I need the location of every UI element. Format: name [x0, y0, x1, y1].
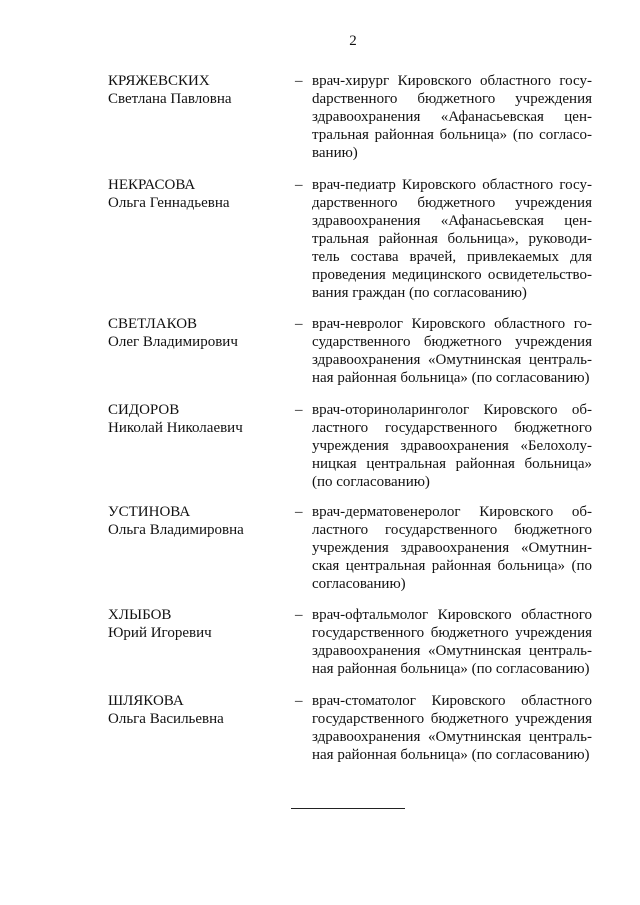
member-given-names: Ольга Васильевна	[108, 711, 224, 727]
member-given-names: Ольга Владимировна	[108, 522, 244, 538]
member-position: врач-педиатр Кировского областного государственного бюджетного учреждения здравоохранения «Афанасьевская центральная районная больница», руководитель состава врачей, привлекаемых для проведения медицинского освидетельствования граждан (по согласованию)	[312, 177, 592, 301]
member-surname: УСТИНОВА	[108, 504, 191, 520]
member-position: врач-невролог Кировского областного государственного бюджетного учреждения здравоохранения «Омутнинская центральная районная больница» (по согласованию)	[312, 316, 592, 386]
member-surname: СИДОРОВ	[108, 402, 180, 418]
member-surname: КРЯЖЕВСКИХ	[108, 73, 210, 89]
member-surname: ХЛЫБОВ	[108, 607, 172, 623]
dash-separator: –	[295, 607, 303, 623]
dash-separator: –	[295, 177, 303, 193]
member-given-names: Юрий Игоревич	[108, 625, 212, 641]
dash-separator: –	[295, 402, 303, 418]
member-position: врач-оториноларинголог Кировского областного государственного бюджетного учреждения здравоохранения «Белохолуницкая центральная районная больница» (по согласованию)	[312, 402, 592, 490]
member-surname: ШЛЯКОВА	[108, 693, 184, 709]
dash-separator: –	[295, 316, 303, 332]
member-given-names: Олег Владимирович	[108, 334, 238, 350]
member-surname: НЕКРАСОВА	[108, 177, 196, 193]
dash-separator: –	[295, 504, 303, 520]
dash-separator: –	[295, 693, 303, 709]
member-position: врач-хирург Кировского областного госуdарственного бюджетного учреждения здравоохранения «Афанасьевская центральная районная больница» (по согласованию)	[312, 73, 592, 161]
member-surname: СВЕТЛАКОВ	[108, 316, 198, 332]
member-given-names: Николай Николаевич	[108, 420, 243, 436]
member-position: врач-дерматовенеролог Кировского областного государственного бюджетного учреждения здравоохранения «Омутнинская центральная районная больница» (по согласованию)	[312, 504, 592, 592]
member-given-names: Светлана Павловна	[108, 91, 232, 107]
member-position: врач-стоматолог Кировского областного государственного бюджетного учреждения здравоохранения «Омутнинская центральная районная больница» (по согласованию)	[312, 693, 592, 763]
page-number: 2	[349, 33, 357, 49]
member-given-names: Ольга Геннадьевна	[108, 195, 230, 211]
closing-rule	[291, 808, 405, 809]
dash-separator: –	[295, 73, 303, 89]
member-position: врач-офтальмолог Кировского областного государственного бюджетного учреждения здравоохранения «Омутнинская центральная районная больница» (по согласованию)	[312, 607, 592, 677]
